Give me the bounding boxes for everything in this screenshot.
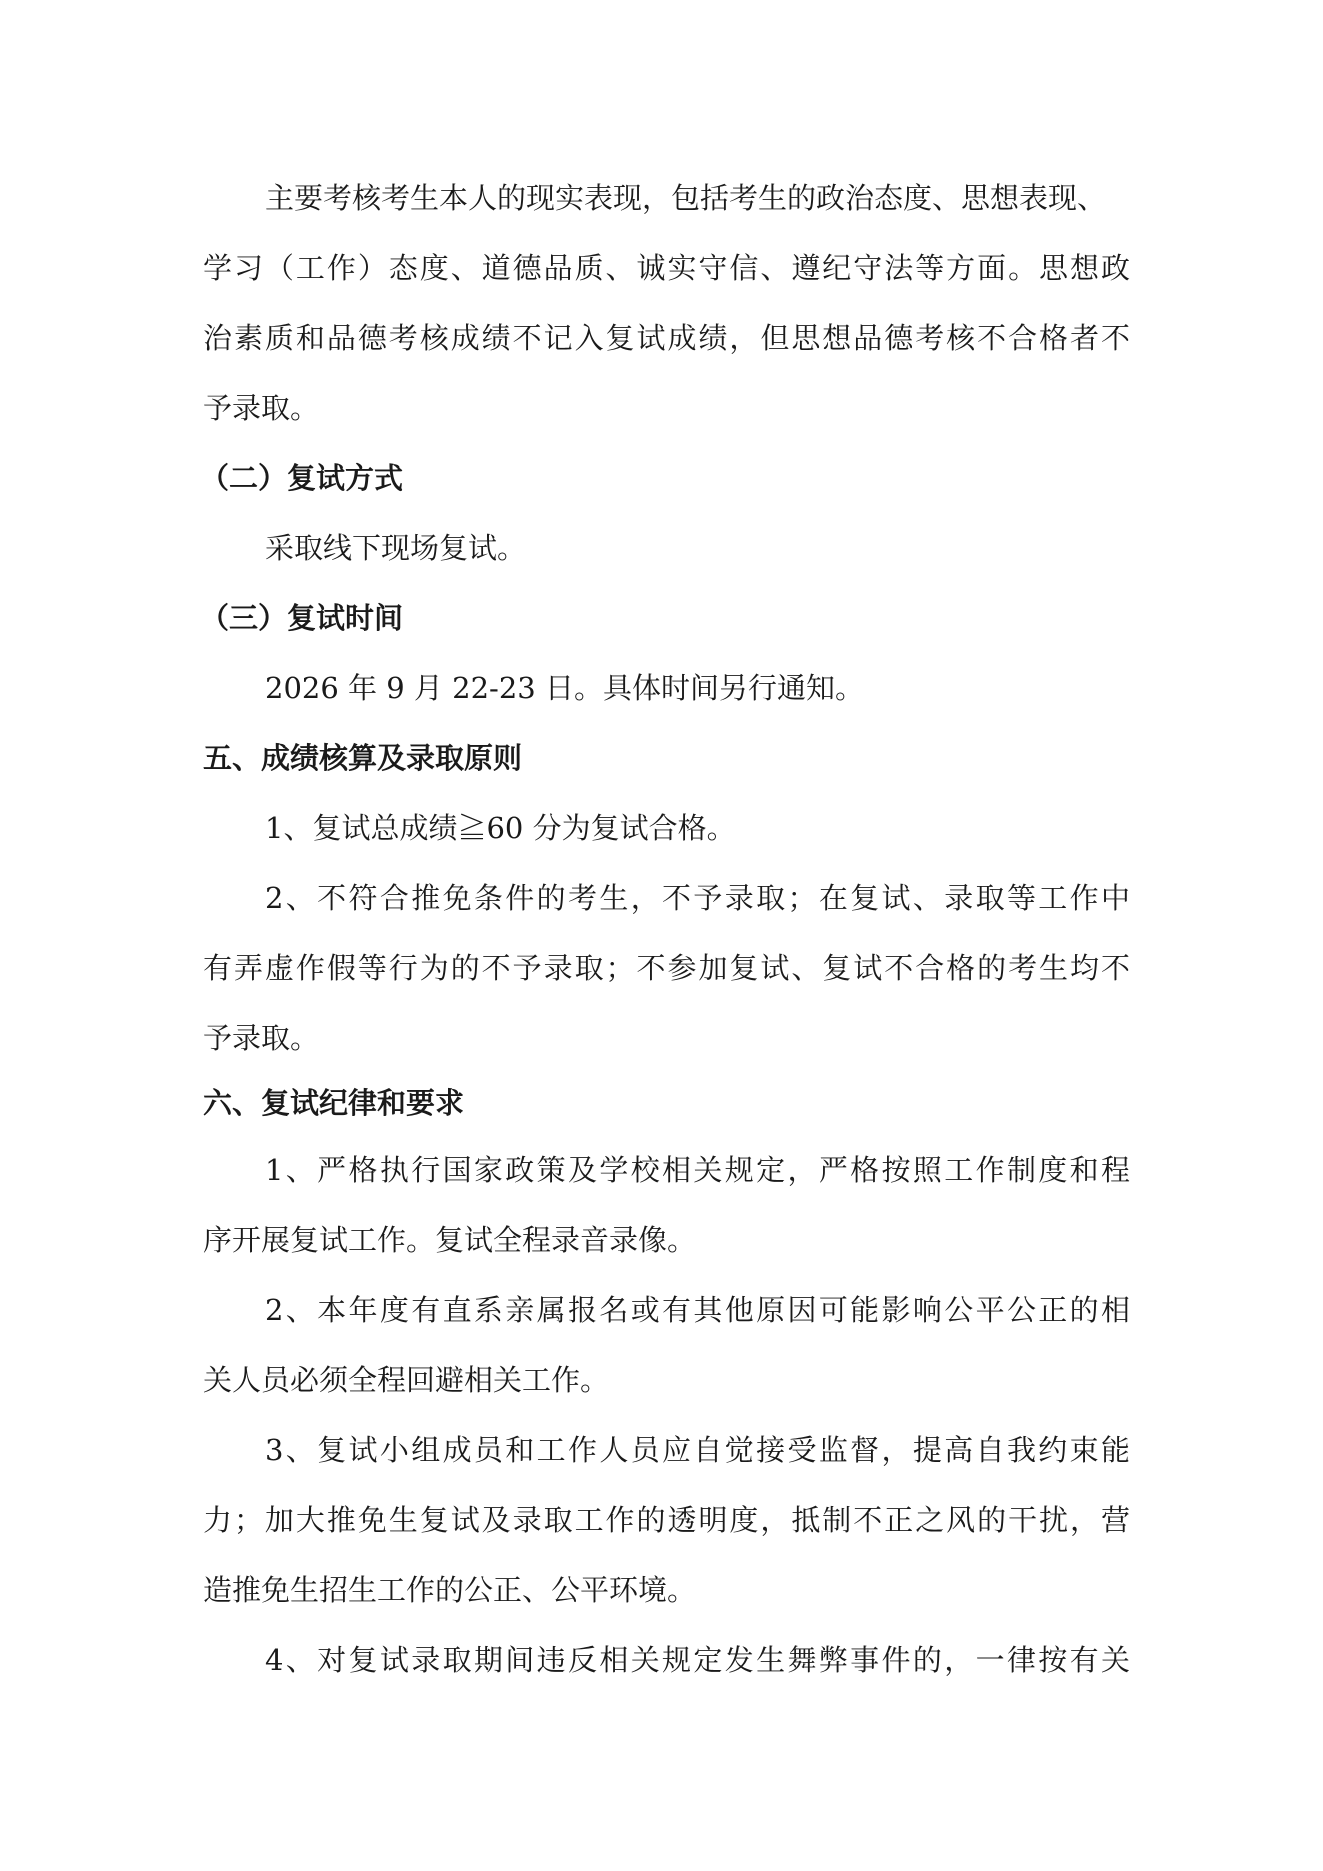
paragraph-line: 1、复试总成绩≧60 分为复试合格。	[265, 811, 736, 845]
paragraph-line: 2、不符合推免条件的考生，不予录取；在复试、录取等工作中	[265, 881, 1130, 915]
paragraph-line: 学习（工作）态度、道德品质、诚实守信、遵纪守法等方面。思想政	[203, 251, 1130, 285]
paragraph-line: 2、本年度有直系亲属报名或有其他原因可能影响公平公正的相	[265, 1293, 1130, 1327]
paragraph-line: 有弄虚作假等行为的不予录取；不参加复试、复试不合格的考生均不	[203, 951, 1130, 985]
section-heading-method: （二）复试方式	[200, 461, 404, 495]
paragraph-line: 1、严格执行国家政策及学校相关规定，严格按照工作制度和程	[265, 1153, 1130, 1187]
paragraph-line: 序开展复试工作。复试全程录音录像。	[203, 1223, 697, 1257]
paragraph-line: 2026 年 9 月 22-23 日。具体时间另行通知。	[265, 671, 864, 705]
section-heading-scoring: 五、成绩核算及录取原则	[203, 741, 523, 775]
paragraph-line: 予录取。	[203, 1021, 320, 1055]
paragraph-line: 造推免生招生工作的公正、公平环境。	[203, 1573, 697, 1607]
section-heading-time: （三）复试时间	[200, 601, 404, 635]
paragraph-line: 主要考核考生本人的现实表现，包括考生的政治态度、思想表现、	[265, 181, 1107, 215]
paragraph-line: 采取线下现场复试。	[265, 531, 527, 565]
paragraph-line: 予录取。	[203, 391, 320, 425]
paragraph-line: 力；加大推免生复试及录取工作的透明度，抵制不正之风的干扰，营	[203, 1503, 1130, 1537]
section-heading-discipline: 六、复试纪律和要求	[203, 1086, 465, 1120]
paragraph-line: 关人员必须全程回避相关工作。	[203, 1363, 610, 1397]
paragraph-line: 4、对复试录取期间违反相关规定发生舞弊事件的，一律按有关	[265, 1643, 1130, 1677]
paragraph-line: 3、复试小组成员和工作人员应自觉接受监督，提高自我约束能	[265, 1433, 1130, 1467]
paragraph-line: 治素质和品德考核成绩不记入复试成绩，但思想品德考核不合格者不	[203, 321, 1130, 355]
